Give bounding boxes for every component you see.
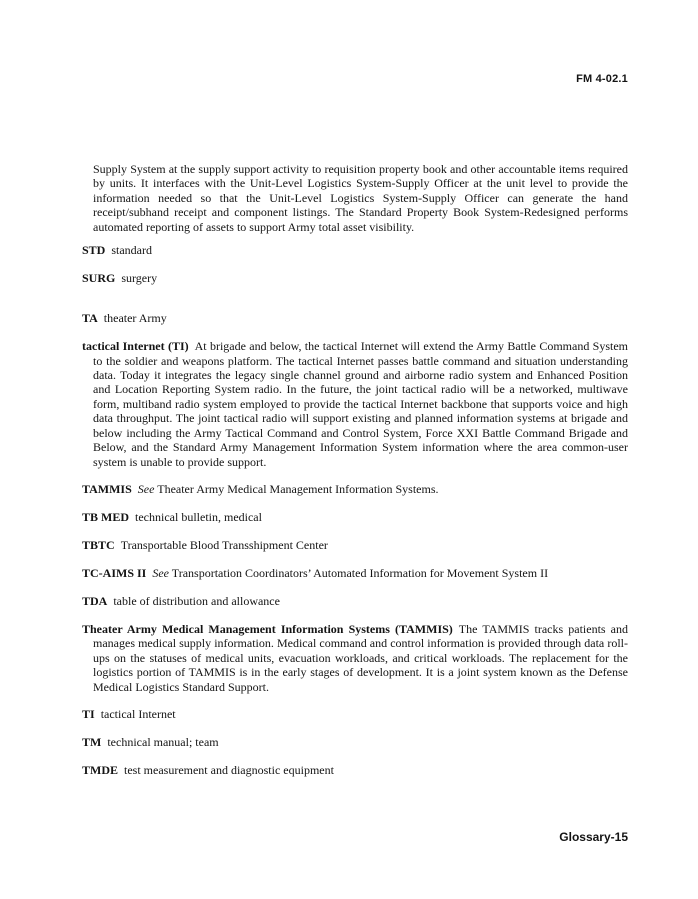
glossary-definition: tactical Internet (100, 707, 176, 722)
glossary-definition: standard (111, 243, 152, 258)
glossary-entry (82, 510, 628, 524)
glossary-entry (82, 482, 628, 496)
glossary-definition: Theater Army Medical Management Information Systems. (157, 482, 439, 497)
glossary-term: TC-AIMS II (82, 566, 147, 581)
glossary-entry (82, 566, 628, 580)
glossary-definition: Transportation Coordinators’ Automated Information for Movement System II (171, 566, 549, 581)
glossary-term: TA (82, 311, 98, 326)
glossary-term: TB MED (82, 510, 130, 525)
glossary-term: tactical Internet (TI) (82, 339, 189, 354)
glossary-definition: theater Army (103, 311, 167, 326)
footer-page-label: Glossary-15 (559, 830, 628, 844)
glossary-term: TMDE (82, 763, 118, 778)
glossary-entry (82, 311, 628, 325)
glossary-entry (82, 763, 628, 777)
glossary-definition: technical bulletin, medical (135, 510, 262, 525)
glossary-term: Theater Army Medical Management Information Systems (TAMMIS) (82, 621, 453, 636)
glossary-content (82, 162, 628, 791)
glossary-term: STD (82, 243, 106, 258)
glossary-definition: test measurement and diagnostic equipment (124, 763, 334, 778)
see-reference: See (137, 482, 155, 497)
glossary-entry (82, 707, 628, 721)
glossary-term: TI (82, 707, 95, 722)
glossary-entry (82, 339, 628, 469)
glossary-term: TAMMIS (82, 482, 132, 497)
glossary-term: SURG (82, 270, 116, 285)
glossary-definition: The TAMMIS tracks patients and manages medical supply information. Medical command and control information is provided through data roll-ups on the statuses of medical units, evacuation workloads, and critical workloads. The replacement for the logistics portion of TAMMIS is in the early stages of development. It is a joint system known as the Defense Medical Logistics Standard Support. (93, 621, 628, 694)
glossary-definition: At brigade and below, the tactical Internet will extend the Army Battle Command System to the soldier and weapons platform. The tactical Internet passes battle command and situation understanding data. Today it integrates the legacy single channel ground and airborne radio system and Enhanced Position and Location Reporting System radio. In the future, the joint tactical radio will be a networked, multiwave form, multiband radio system employed to provide the tactical Internet backbone that supports voice and high data throughput. The joint tactical radio will support existing and planned information systems at brigade and below including the Army Tactical Command and Control System, Force XXI Battle Command Brigade and Below, and the Standard Army Management Information System information where the area common-user system is unable to provide support. (93, 339, 628, 469)
glossary-entry (82, 735, 628, 749)
glossary-term: TBTC (82, 538, 115, 553)
glossary-entry (82, 271, 628, 285)
glossary-definition: technical manual; team (107, 735, 219, 750)
glossary-entry (82, 594, 628, 608)
glossary-term: TM (82, 735, 102, 750)
continued-paragraph: Supply System at the supply support activity to requisition property book and other accountable items required by units. It interfaces with the Unit-Level Logistics System-Supply Officer at the unit level to provide the information needed so that the Unit-Level Logistics System-Supply Officer can generate the hand receipt/subhand receipt and component listings. The Standard Property Book System-Redesigned performs automated reporting of assets to support Army total asset visibility. (93, 162, 628, 234)
glossary-definition: Transportable Blood Transshipment Center (120, 538, 328, 553)
glossary-entry (82, 622, 628, 694)
glossary-entry (82, 243, 628, 257)
glossary-entry (82, 538, 628, 552)
glossary-term: TDA (82, 594, 108, 609)
header-doc-number: FM 4-02.1 (576, 73, 628, 85)
glossary-definition: surgery (121, 270, 158, 285)
glossary-definition: table of distribution and allowance (113, 594, 280, 609)
see-reference: See (152, 566, 169, 581)
